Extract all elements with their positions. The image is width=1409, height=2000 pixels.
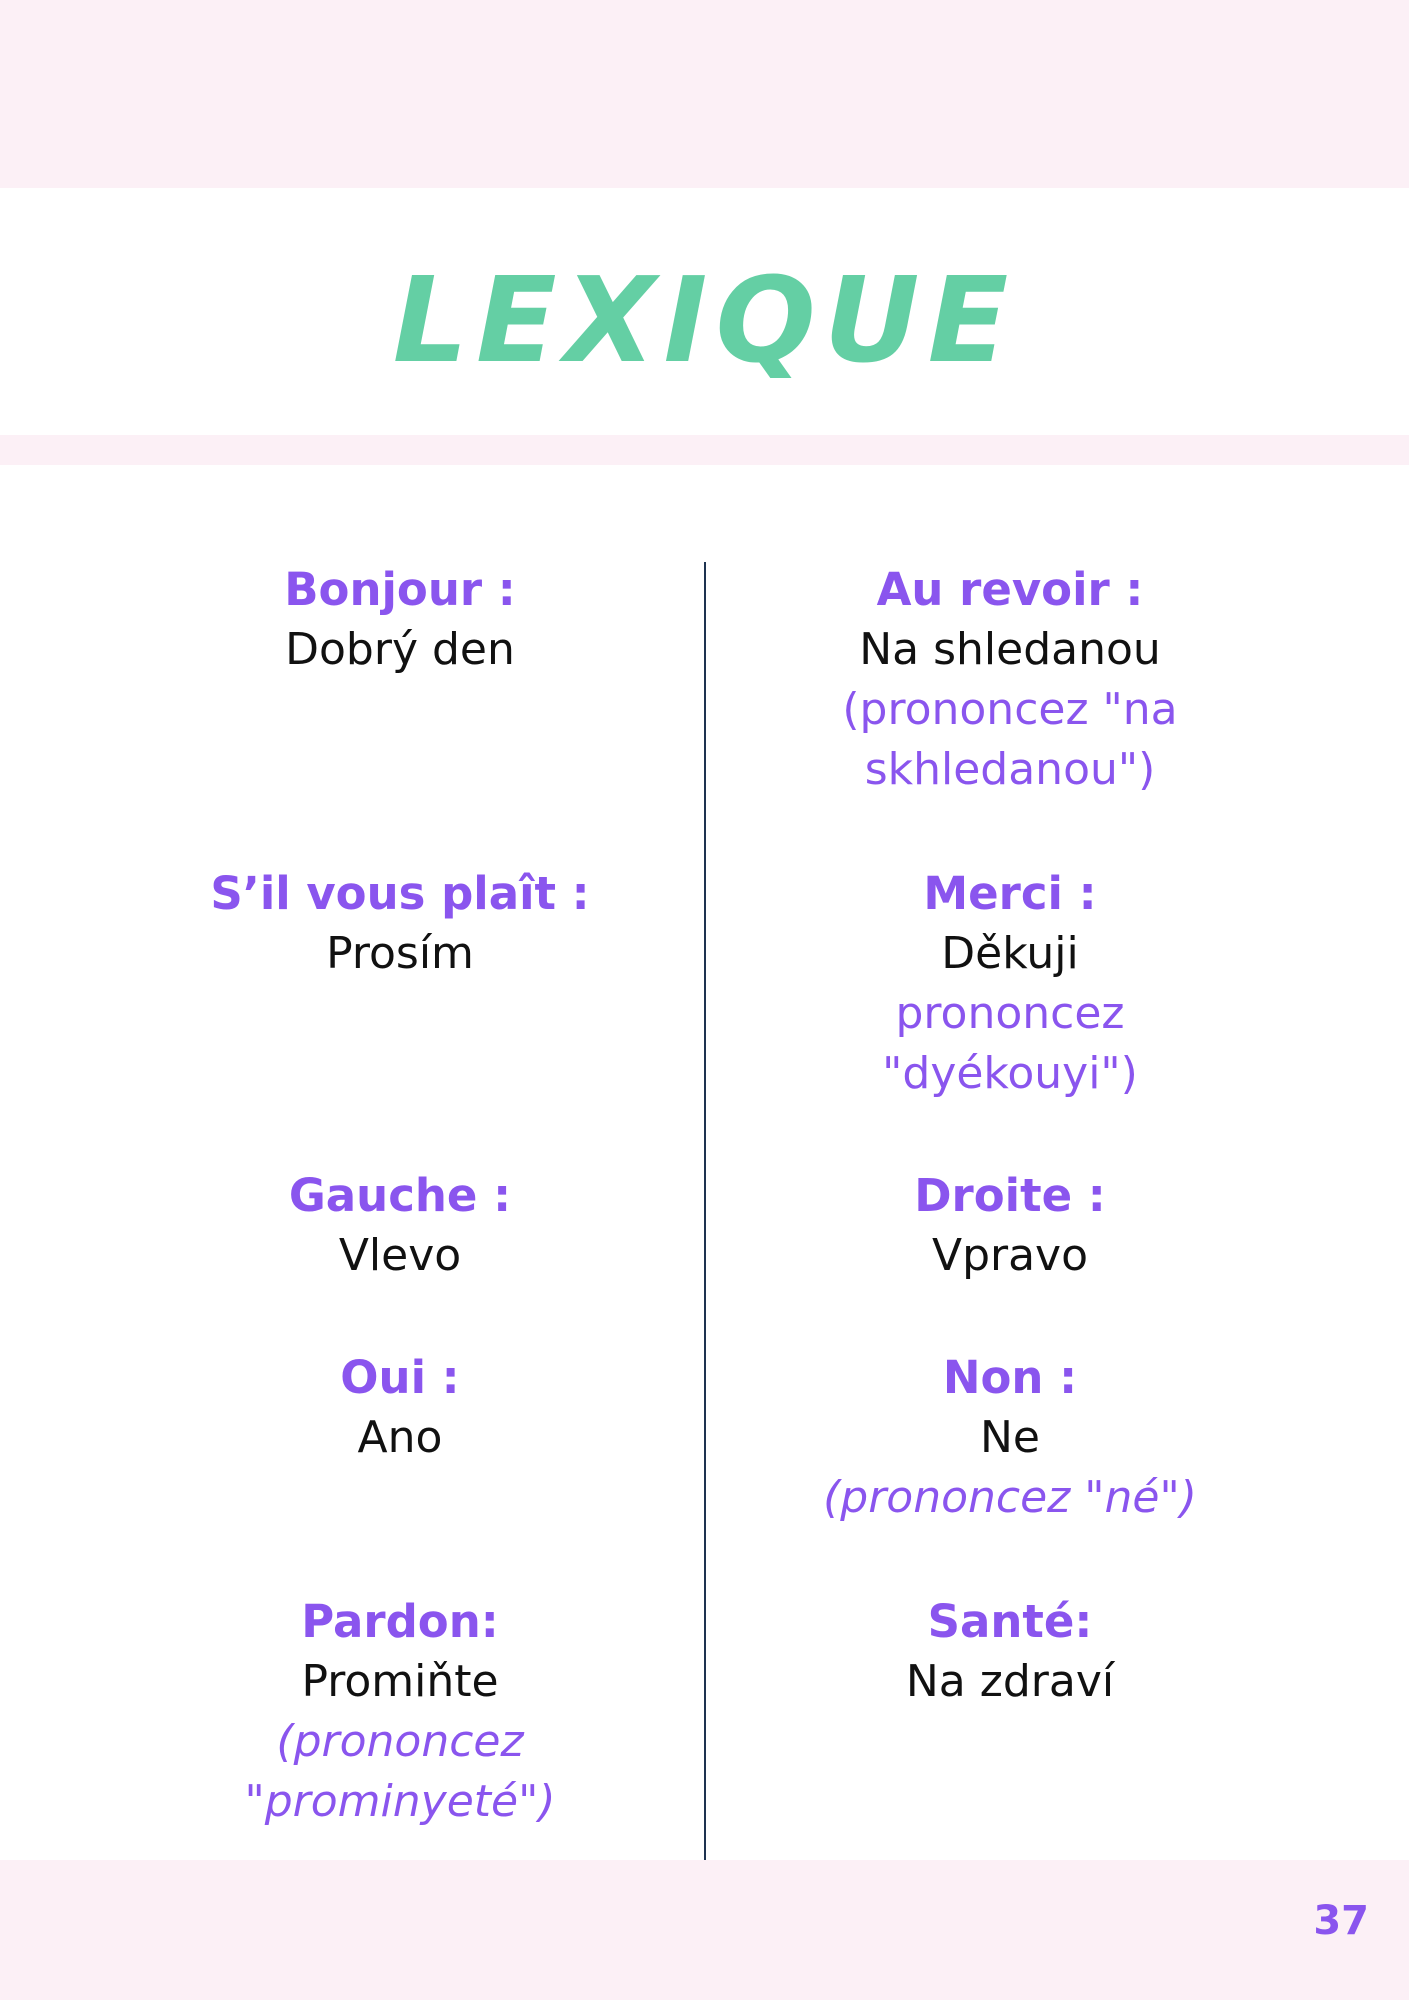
- entry-term: S’il vous plaît :: [210, 867, 590, 920]
- entry-translation: Vpravo: [931, 1230, 1089, 1281]
- entry-sante: [730, 1592, 1290, 1712]
- entry-merci: [730, 864, 1290, 1104]
- entry-term: Gauche :: [288, 1169, 512, 1222]
- entry-term: Au revoir :: [876, 563, 1144, 616]
- entry-non: [730, 1348, 1290, 1528]
- entry-gauche: [120, 1166, 680, 1286]
- entry-pronunciation: (prononcez "prominyeté"): [244, 1716, 556, 1827]
- entry-term: Pardon:: [301, 1595, 499, 1648]
- entry-term: Oui :: [340, 1351, 460, 1404]
- column-divider: [704, 562, 706, 1860]
- mid-band: [0, 435, 1409, 465]
- entry-pronunciation: prononcez "dyékouyi"): [882, 988, 1138, 1099]
- page-number: 37: [1313, 1898, 1369, 1944]
- entry-oui: [120, 1348, 680, 1468]
- entry-pronunciation: (prononcez "na skhledanou"): [842, 684, 1178, 795]
- entry-translation: Ano: [357, 1412, 443, 1463]
- entry-sil-vous-plait: [120, 864, 680, 984]
- entry-translation: Dobrý den: [285, 624, 515, 675]
- entry-term: Bonjour :: [284, 563, 516, 616]
- entry-translation: Vlevo: [338, 1230, 462, 1281]
- entry-term: Santé:: [927, 1595, 1093, 1648]
- entry-term: Non :: [942, 1351, 1078, 1404]
- entry-translation: Děkuji: [941, 928, 1079, 979]
- entry-translation: Na zdraví: [905, 1656, 1115, 1707]
- entry-au-revoir: [730, 560, 1290, 800]
- entry-pardon: [120, 1592, 680, 1832]
- page-title: LEXIQUE: [392, 251, 1017, 389]
- entry-translation: Promiňte: [301, 1656, 499, 1707]
- entry-pronunciation: (prononcez "né"): [823, 1472, 1197, 1523]
- entry-bonjour: [120, 560, 680, 680]
- entry-droite: [730, 1166, 1290, 1286]
- entry-translation: Na shledanou: [859, 624, 1161, 675]
- bottom-band: [0, 1860, 1409, 2000]
- entry-term: Merci :: [923, 867, 1097, 920]
- entry-term: Droite :: [914, 1169, 1106, 1222]
- top-band: [0, 0, 1409, 188]
- entry-translation: Prosím: [326, 928, 474, 979]
- entry-translation: Ne: [980, 1412, 1040, 1463]
